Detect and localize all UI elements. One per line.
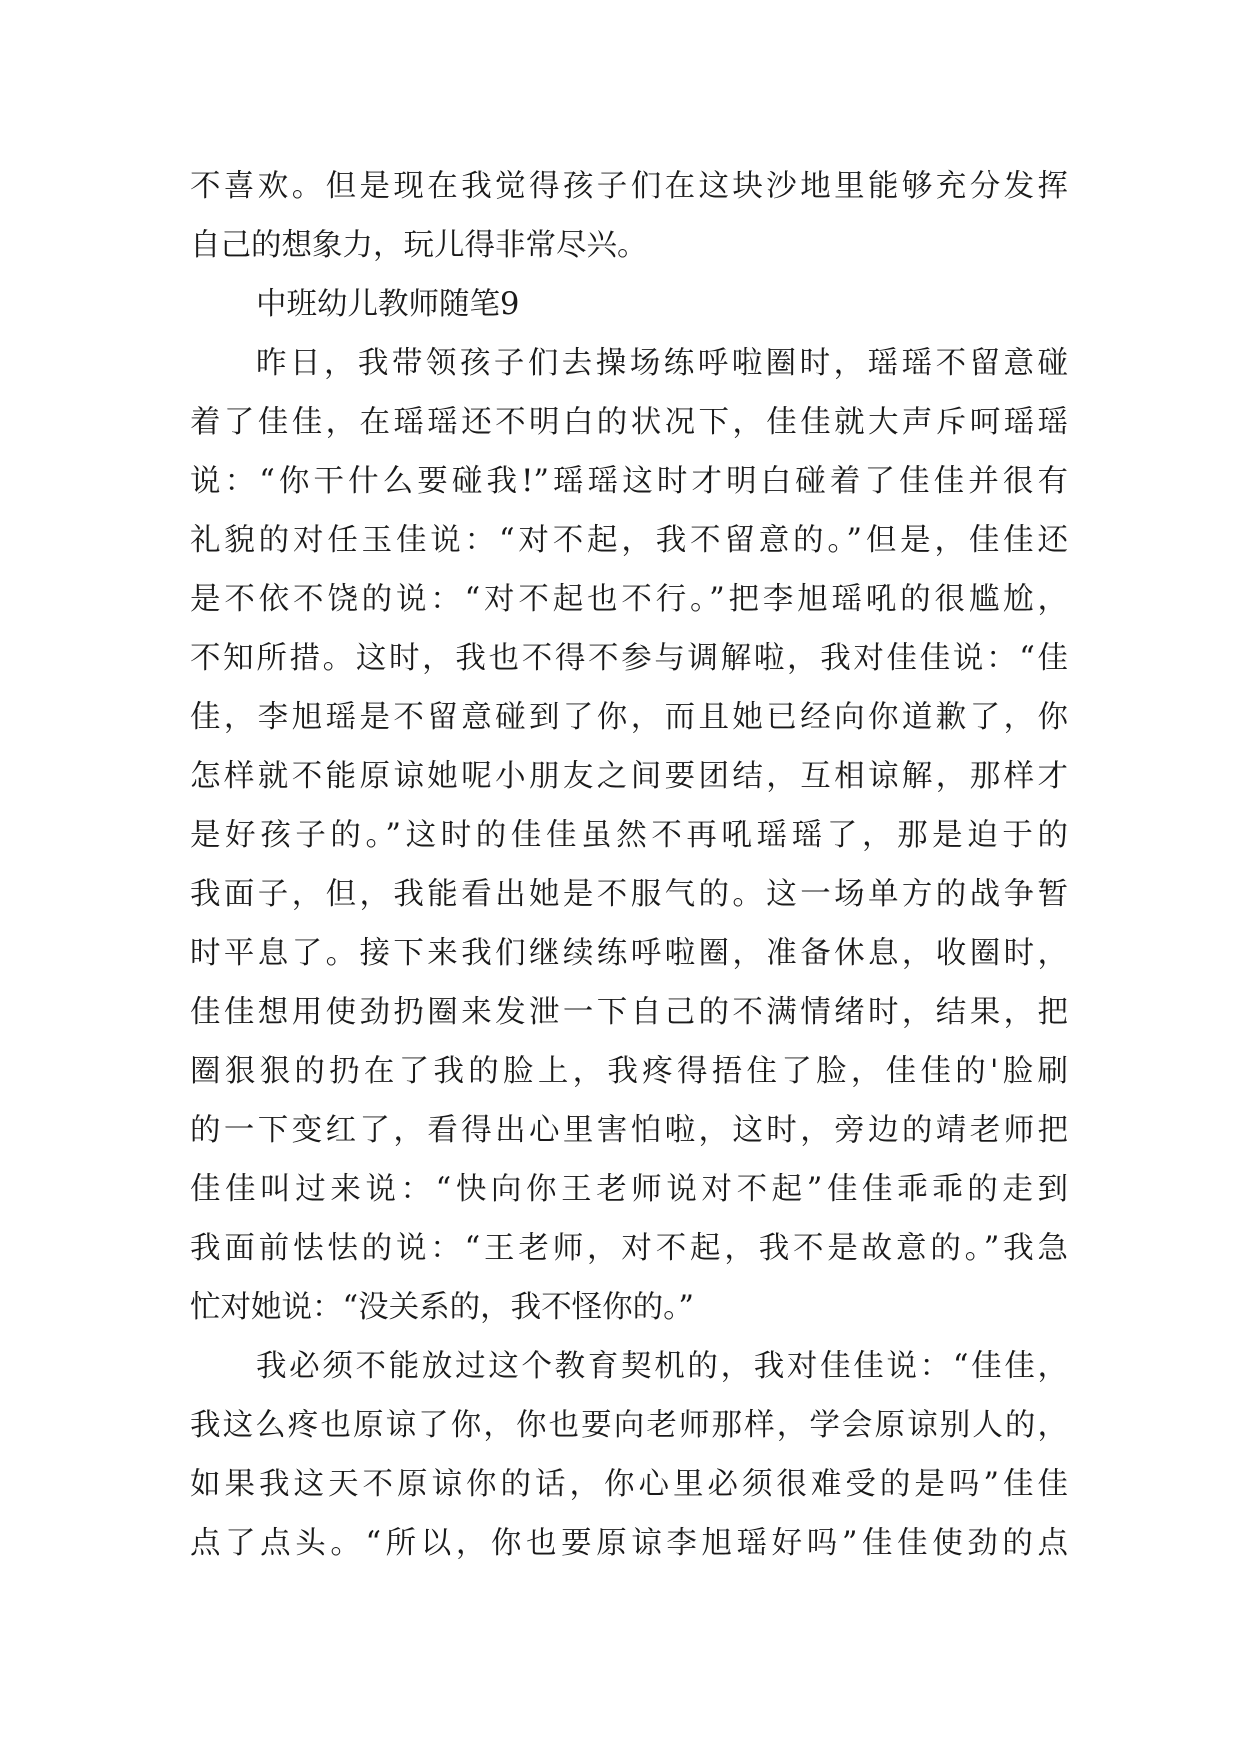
text-line: 不喜欢。但是现在我觉得孩子们在这块沙地里能够充分发挥 <box>190 169 1068 204</box>
text-line: 圈狠狠的扔在了我的脸上，我疼得捂住了脸，佳佳的'脸刷 <box>190 1054 1068 1089</box>
text-line: 点了点头。“所以，你也要原谅李旭瑶好吗”佳佳使劲的点 <box>190 1526 1068 1561</box>
text-line: 忙对她说：“没关系的，我不怪你的。” <box>190 1290 694 1325</box>
text-line: 时平息了。接下来我们继续练呼啦圈，准备休息，收圈时， <box>190 936 1068 971</box>
section-heading: 中班幼儿教师随笔9 <box>256 287 520 322</box>
text-line: 我面子，但，我能看出她是不服气的。这一场单方的战争暂 <box>190 877 1068 912</box>
text-line: 佳，李旭瑶是不留意碰到了你，而且她已经向你道歉了，你 <box>190 700 1068 735</box>
text-line: 自己的想象力，玩儿得非常尽兴。 <box>190 228 648 263</box>
text-line: 佳佳叫过来说：“快向你王老师说对不起”佳佳乖乖的走到 <box>190 1172 1068 1207</box>
text-line: 是不依不饶的说：“对不起也不行。”把李旭瑶吼的很尴尬， <box>190 582 1068 617</box>
text-line: 着了佳佳，在瑶瑶还不明白的状况下，佳佳就大声斥呵瑶瑶 <box>190 405 1068 440</box>
text-line: 我这么疼也原谅了你，你也要向老师那样，学会原谅别人的， <box>190 1408 1068 1443</box>
text-line: 昨日，我带领孩子们去操场练呼啦圈时，瑶瑶不留意碰 <box>256 346 1068 381</box>
text-line: 我必须不能放过这个教育契机的，我对佳佳说：“佳佳， <box>256 1349 1068 1384</box>
text-line: 礼貌的对任玉佳说：“对不起，我不留意的。”但是，佳佳还 <box>190 523 1068 558</box>
text-line: 说：“你干什么要碰我!”瑶瑶这时才明白碰着了佳佳并很有 <box>190 464 1068 499</box>
text-line: 我面前怯怯的说：“王老师，对不起，我不是故意的。”我急 <box>190 1231 1068 1266</box>
text-line: 怎样就不能原谅她呢小朋友之间要团结，互相谅解，那样才 <box>190 759 1068 794</box>
document-body <box>190 157 1068 1573</box>
text-line: 是好孩子的。”这时的佳佳虽然不再吼瑶瑶了，那是迫于的 <box>190 818 1068 853</box>
text-line: 不知所措。这时，我也不得不参与调解啦，我对佳佳说：“佳 <box>190 641 1068 676</box>
text-line: 如果我这天不原谅你的话，你心里必须很难受的是吗”佳佳 <box>190 1467 1068 1502</box>
text-line: 的一下变红了，看得出心里害怕啦，这时，旁边的靖老师把 <box>190 1113 1068 1148</box>
text-line: 佳佳想用使劲扔圈来发泄一下自己的不满情绪时，结果，把 <box>190 995 1068 1030</box>
